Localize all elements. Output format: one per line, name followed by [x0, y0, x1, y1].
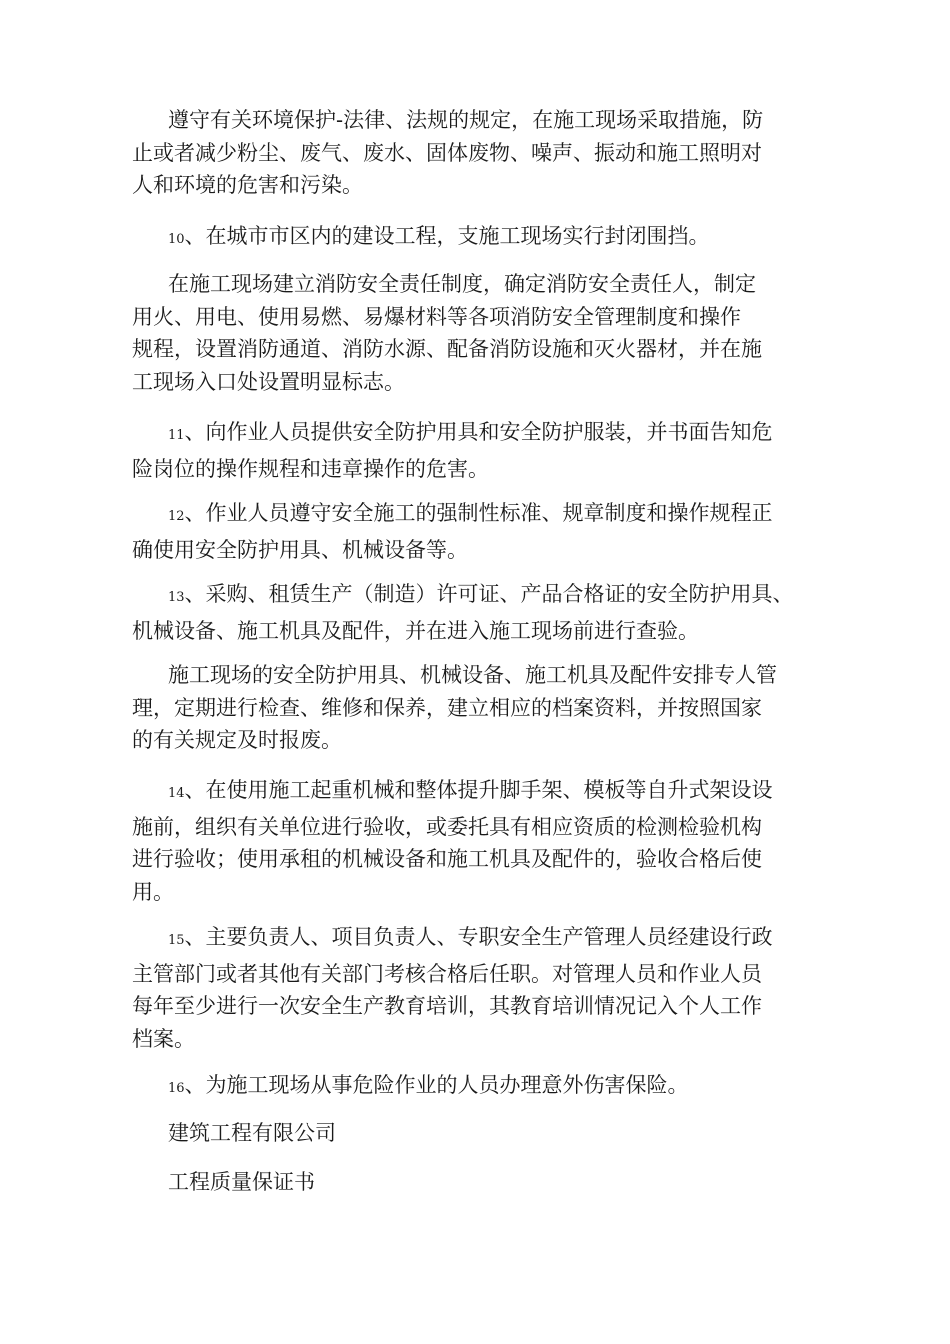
item-text: 、在使用施工起重机械和整体提升脚手架、模板等自升式架设设: [184, 778, 773, 802]
text-line: [132, 774, 832, 811]
text-line: 机械设备、施工机具及配件，并在进入施工现场前进行查验。: [132, 618, 699, 643]
company-name: [132, 1117, 832, 1150]
text-line: 人和环境的危害和污染。: [132, 173, 363, 197]
item-number: 14: [168, 786, 185, 801]
text-line: [132, 416, 832, 453]
text-line: 用。: [132, 879, 174, 904]
paragraph-item-14: [132, 774, 832, 908]
text-line: 险岗位的操作规程和违章操作的危害。: [132, 456, 489, 481]
item-text: 、在城市市区内的建设工程，支施工现场实行封闭围挡。: [184, 224, 710, 248]
item-text: 、主要负责人、项目负责人、专职安全生产管理人员经建设行政: [184, 925, 773, 949]
paragraph-item-10: [132, 220, 832, 257]
item-text: 、为施工现场从事危险作业的人员办理意外伤害保险。: [184, 1073, 689, 1097]
text-line: 建筑工程有限公司: [168, 1121, 336, 1145]
paragraph-environment: [132, 104, 832, 202]
text-line: [132, 220, 832, 257]
item-number: 12: [168, 509, 185, 524]
paragraph-fire-safety: [132, 268, 832, 398]
text-line: 理，定期进行检查、维修和保养，建立相应的档案资料，并按照国家: [132, 695, 762, 720]
text-line: 规程，设置消防通道、消防水源、配备消防设施和灭火器材，并在施: [132, 337, 762, 361]
text-line: [132, 921, 832, 958]
text-line: 遵守有关环境保护-法律、法规的规定，在施工现场采取措施，防: [168, 108, 764, 132]
text-line: 档案。: [132, 1026, 195, 1051]
item-text: 、采购、租赁生产（制造）许可证、产品合格证的安全防护用具、: [184, 582, 794, 606]
text-line: 工程质量保证书: [168, 1170, 315, 1194]
paragraph-item-11: [132, 416, 832, 485]
item-text: 、向作业人员提供安全防护用具和安全防护服装，并书面告知危: [184, 420, 773, 444]
item-number: 10: [168, 232, 185, 247]
paragraph-item-15: [132, 921, 832, 1055]
text-line: 在施工现场建立消防安全责任制度，确定消防安全责任人，制定: [168, 272, 756, 296]
text-line: 用火、用电、使用易燃、易爆材料等各项消防安全管理制度和操作: [132, 304, 741, 329]
text-line: 每年至少进行一次安全生产教育培训，其教育培训情况记入个人工作: [132, 994, 762, 1018]
item-number: 13: [168, 590, 185, 605]
text-line: 的有关规定及时报废。: [132, 728, 342, 752]
item-number: 16: [168, 1081, 185, 1096]
item-text: 、作业人员遵守安全施工的强制性标准、规章制度和操作规程正: [184, 501, 773, 525]
paragraph-item-13: [132, 578, 832, 647]
item-number: 11: [168, 428, 185, 443]
text-line: 进行验收；使用承租的机械设备和施工机具及配件的，验收合格后使: [132, 847, 762, 871]
item-number: 15: [168, 933, 185, 948]
text-line: 确使用安全防护用具、机械设备等。: [132, 537, 468, 562]
section-heading-quality-guarantee: [132, 1166, 832, 1199]
text-line: [132, 578, 832, 615]
text-line: 止或者减少粉尘、废气、废水、固体废物、噪声、振动和施工照明对: [132, 140, 762, 165]
text-line: [132, 497, 832, 534]
paragraph-item-16: [132, 1069, 832, 1106]
text-line: 施工现场的安全防护用具、机械设备、施工机具及配件安排专人管: [168, 663, 777, 687]
paragraph-equipment-management: [132, 659, 832, 757]
text-line: 施前，组织有关单位进行验收，或委托具有相应资质的检测检验机构: [132, 814, 762, 839]
paragraph-item-12: [132, 497, 832, 566]
text-line: [132, 1069, 832, 1106]
text-line: 主管部门或者其他有关部门考核合格后任职。对管理人员和作业人员: [132, 961, 762, 986]
text-line: 工现场入口处设置明显标志。: [132, 369, 405, 394]
